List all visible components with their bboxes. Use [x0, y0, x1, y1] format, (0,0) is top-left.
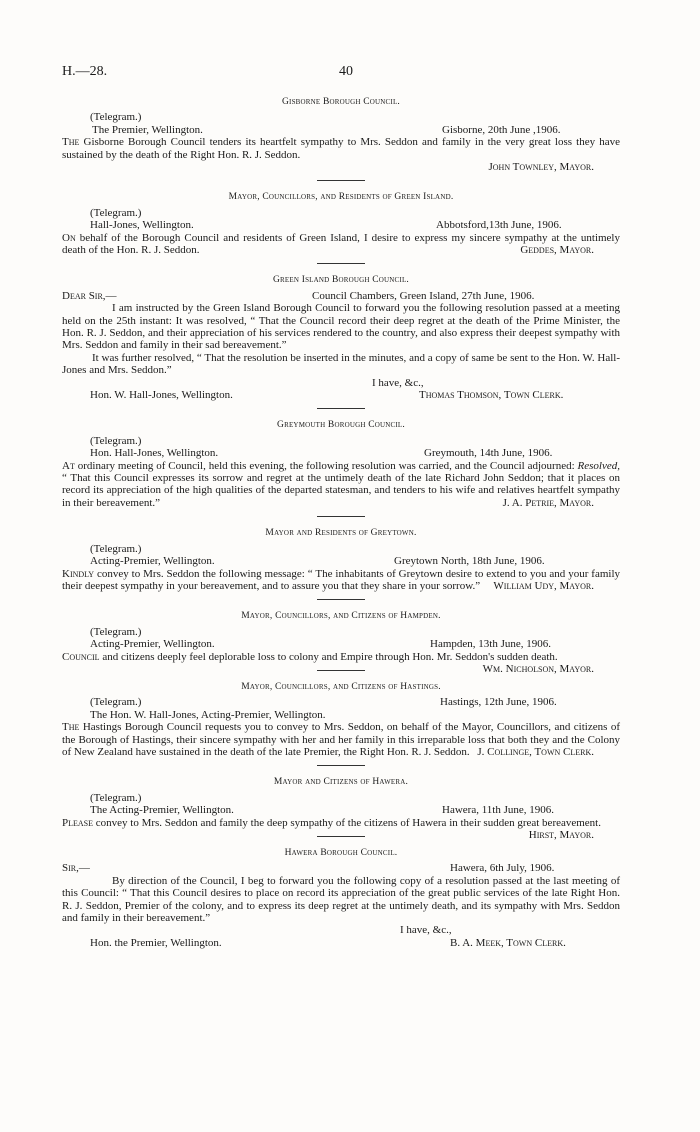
section-divider — [317, 180, 365, 181]
telegram-label: (Telegram.) — [90, 434, 142, 447]
section-green-island-council — [62, 274, 620, 409]
signature: B. A. Meek, Town Clerk. — [450, 936, 566, 949]
signature: William Udy, Mayor. — [493, 579, 594, 592]
addressee: Acting-Premier, Wellington. — [90, 638, 215, 651]
salutation: Dear Sir,— — [62, 289, 117, 302]
signature: Thomas Thomson, Town Clerk. — [419, 389, 564, 402]
place-date: Gisborne, 20th June ,1906. — [442, 123, 561, 136]
section-divider — [317, 516, 365, 517]
place-date: Hawera, 11th June, 1906. — [442, 804, 555, 817]
place-date: Greymouth, 14th June, 1906. — [424, 447, 553, 460]
section-hastings — [62, 681, 620, 766]
place-date: Abbotsford,13th June, 1906. — [436, 219, 562, 232]
section-divider — [317, 599, 365, 600]
message-body: On behalf of the Borough Council and residents of Green Island, I desire to express my sincere sympathy at the untimely death of the Hon. R. J. Seddon. Geddes, Mayor. — [62, 231, 620, 257]
signature: Wm. Nicholson, Mayor. — [482, 662, 594, 675]
telegram-label: (Telegram.) — [90, 111, 142, 124]
section-greytown — [62, 527, 620, 600]
telegram-label: (Telegram.) — [90, 542, 142, 555]
message-body: The Gisborne Borough Council tenders its heartfelt sympathy to Mrs. Seddon and family in the very great loss they have sustained by the death of the Right Hon. R. J. Seddon. — [62, 136, 621, 161]
message-body: Kindly convey to Mrs. Seddon the following message: “ The inhabitants of Greytown desire to extend to you and your family their deepest sympathy in your bereavement, and to assure you that they share in your sorrow.” William Udy, Mayor. — [62, 567, 621, 592]
section-title: Mayor and Citizens of Hawera. — [273, 777, 409, 788]
addressee: The Hon. W. Hall-Jones, Acting-Premier, Wellington. — [90, 708, 326, 721]
section-title: Mayor, Councillors, and Residents of Green Island. — [228, 192, 454, 203]
document-id: H.—28. — [62, 64, 108, 79]
telegram-label: (Telegram.) — [90, 625, 142, 638]
signature: John Townley, Mayor. — [488, 161, 594, 174]
section-title: Mayor, Councillors, and Citizens of Hampden. — [241, 611, 441, 622]
addressee: Hon. Hall-Jones, Wellington. — [90, 447, 219, 460]
salutation: Sir,— — [62, 862, 90, 875]
section-title: Green Island Borough Council. — [273, 275, 409, 286]
section-hawera-citizens — [62, 776, 620, 841]
section-divider — [317, 765, 365, 766]
place-date: Hampden, 13th June, 1906. — [430, 638, 551, 651]
telegram-label: (Telegram.) — [90, 791, 142, 804]
section-title: Greymouth Borough Council. — [277, 420, 405, 431]
section-divider — [317, 836, 365, 837]
document-page — [62, 66, 620, 949]
signature: Hirst, Mayor. — [528, 828, 594, 841]
telegram-label: (Telegram.) — [90, 206, 142, 219]
letter-paragraph: By direction of the Council, I beg to forward you the following copy of a resolution passed at the last meeting of this Council: “ That this Council desires to place on record its appreciation of the great public services of the late Right Hon. R. J. Seddon, Premier of the colony, and to express its deep regret at the untimely death, and its sympathy with Mrs. Seddon and family in their bereavement.” — [62, 874, 620, 924]
addressee: The Acting-Premier, Wellington. — [90, 804, 234, 817]
message-body: Council and citizens deeply feel deplorable loss to colony and Empire through Hon. Mr. Seddon's sudden death. Wm. Nicholson, Mayor. — [62, 651, 620, 663]
addressee: Hon. W. Hall-Jones, Wellington. — [90, 389, 233, 402]
addressee: The Premier, Wellington. — [92, 123, 203, 136]
section-title: Hawera Borough Council. — [284, 847, 398, 858]
section-divider — [317, 670, 365, 671]
message-body: The Hastings Borough Council requests you to convey to Mrs. Seddon, on behalf of the Mayor, Councillors, and citizens of the Borough of Hastings, their sincere sympathy with her and her family in this irreparable loss that both they and the Colony of New Zealand have sustained in the death of the late Premier, the Right Hon. R. J. Seddon. J. Collinge, Town Clerk. — [62, 721, 620, 758]
place-date: Greytown North, 18th June, 1906. — [394, 555, 545, 568]
page-header — [62, 66, 620, 88]
signature: Geddes, Mayor. — [520, 244, 594, 257]
section-title: Gisborne Borough Council. — [282, 97, 400, 107]
section-divider — [317, 408, 365, 409]
letter-paragraph: It was further resolved, “ That the resolution be inserted in the minutes, and a copy of same be sent to the Hon. W. Hall-Jones and Mrs. Seddon.” — [62, 351, 620, 377]
place-date: Hawera, 6th July, 1906. — [450, 862, 555, 875]
addressee: Hall-Jones, Wellington. — [90, 219, 194, 232]
letter-paragraph: I am instructed by the Green Island Borough Council to forward you the following resolution passed at a meeting held on the 25th instant: It was resolved, “ That the Council record their deep regret at the death of the Prime Minister, the Hon. R. J. Seddon, and their appreciation of his services rendered to the country, and also express their deepest sympathy with Mrs. Seddon and family in their sad bereavement.” — [62, 302, 620, 352]
closing: I have, &c., — [400, 924, 452, 937]
signature: J. Collinge, Town Clerk. — [477, 745, 594, 758]
message-body: Please convey to Mrs. Seddon and family the deep sympathy of the citizens of Hawera in their sudden great bereavement. Hirst, Mayor. — [62, 817, 620, 829]
addressee: Hon. the Premier, Wellington. — [90, 936, 222, 949]
place-date: Council Chambers, Green Island, 27th June, 1906. — [312, 289, 535, 302]
section-divider — [317, 263, 365, 264]
page-number: 40 — [339, 64, 353, 79]
telegram-label: (Telegram.) — [90, 696, 142, 709]
section-hampden — [62, 610, 620, 675]
addressee: Acting-Premier, Wellington. — [90, 555, 215, 568]
section-green-island-residents — [62, 191, 620, 264]
section-title: Mayor, Councillors, and Citizens of Hastings. — [241, 681, 441, 692]
section-hawera-council — [62, 847, 620, 949]
section-title: Mayor and Residents of Greytown. — [265, 528, 417, 539]
section-greymouth — [62, 419, 620, 517]
message-body: At ordinary meeting of Council, held this evening, the following resolution was carried, and the Council adjourned: Resolved, “ That this Council expresses its sorrow and regret at the untimely death of the late Richard John Seddon; that it places on record its appreciation of the high qualities of the departed statesman, and tenders to his wife and relatives heartfelt sympathy in their bereavement.” J. A. Petrie, Mayor. — [62, 459, 620, 509]
section-gisborne — [62, 96, 620, 181]
closing: I have, &c., — [372, 376, 424, 389]
signature: J. A. Petrie, Mayor. — [502, 496, 594, 509]
place-date: Hastings, 12th June, 1906. — [440, 696, 557, 709]
